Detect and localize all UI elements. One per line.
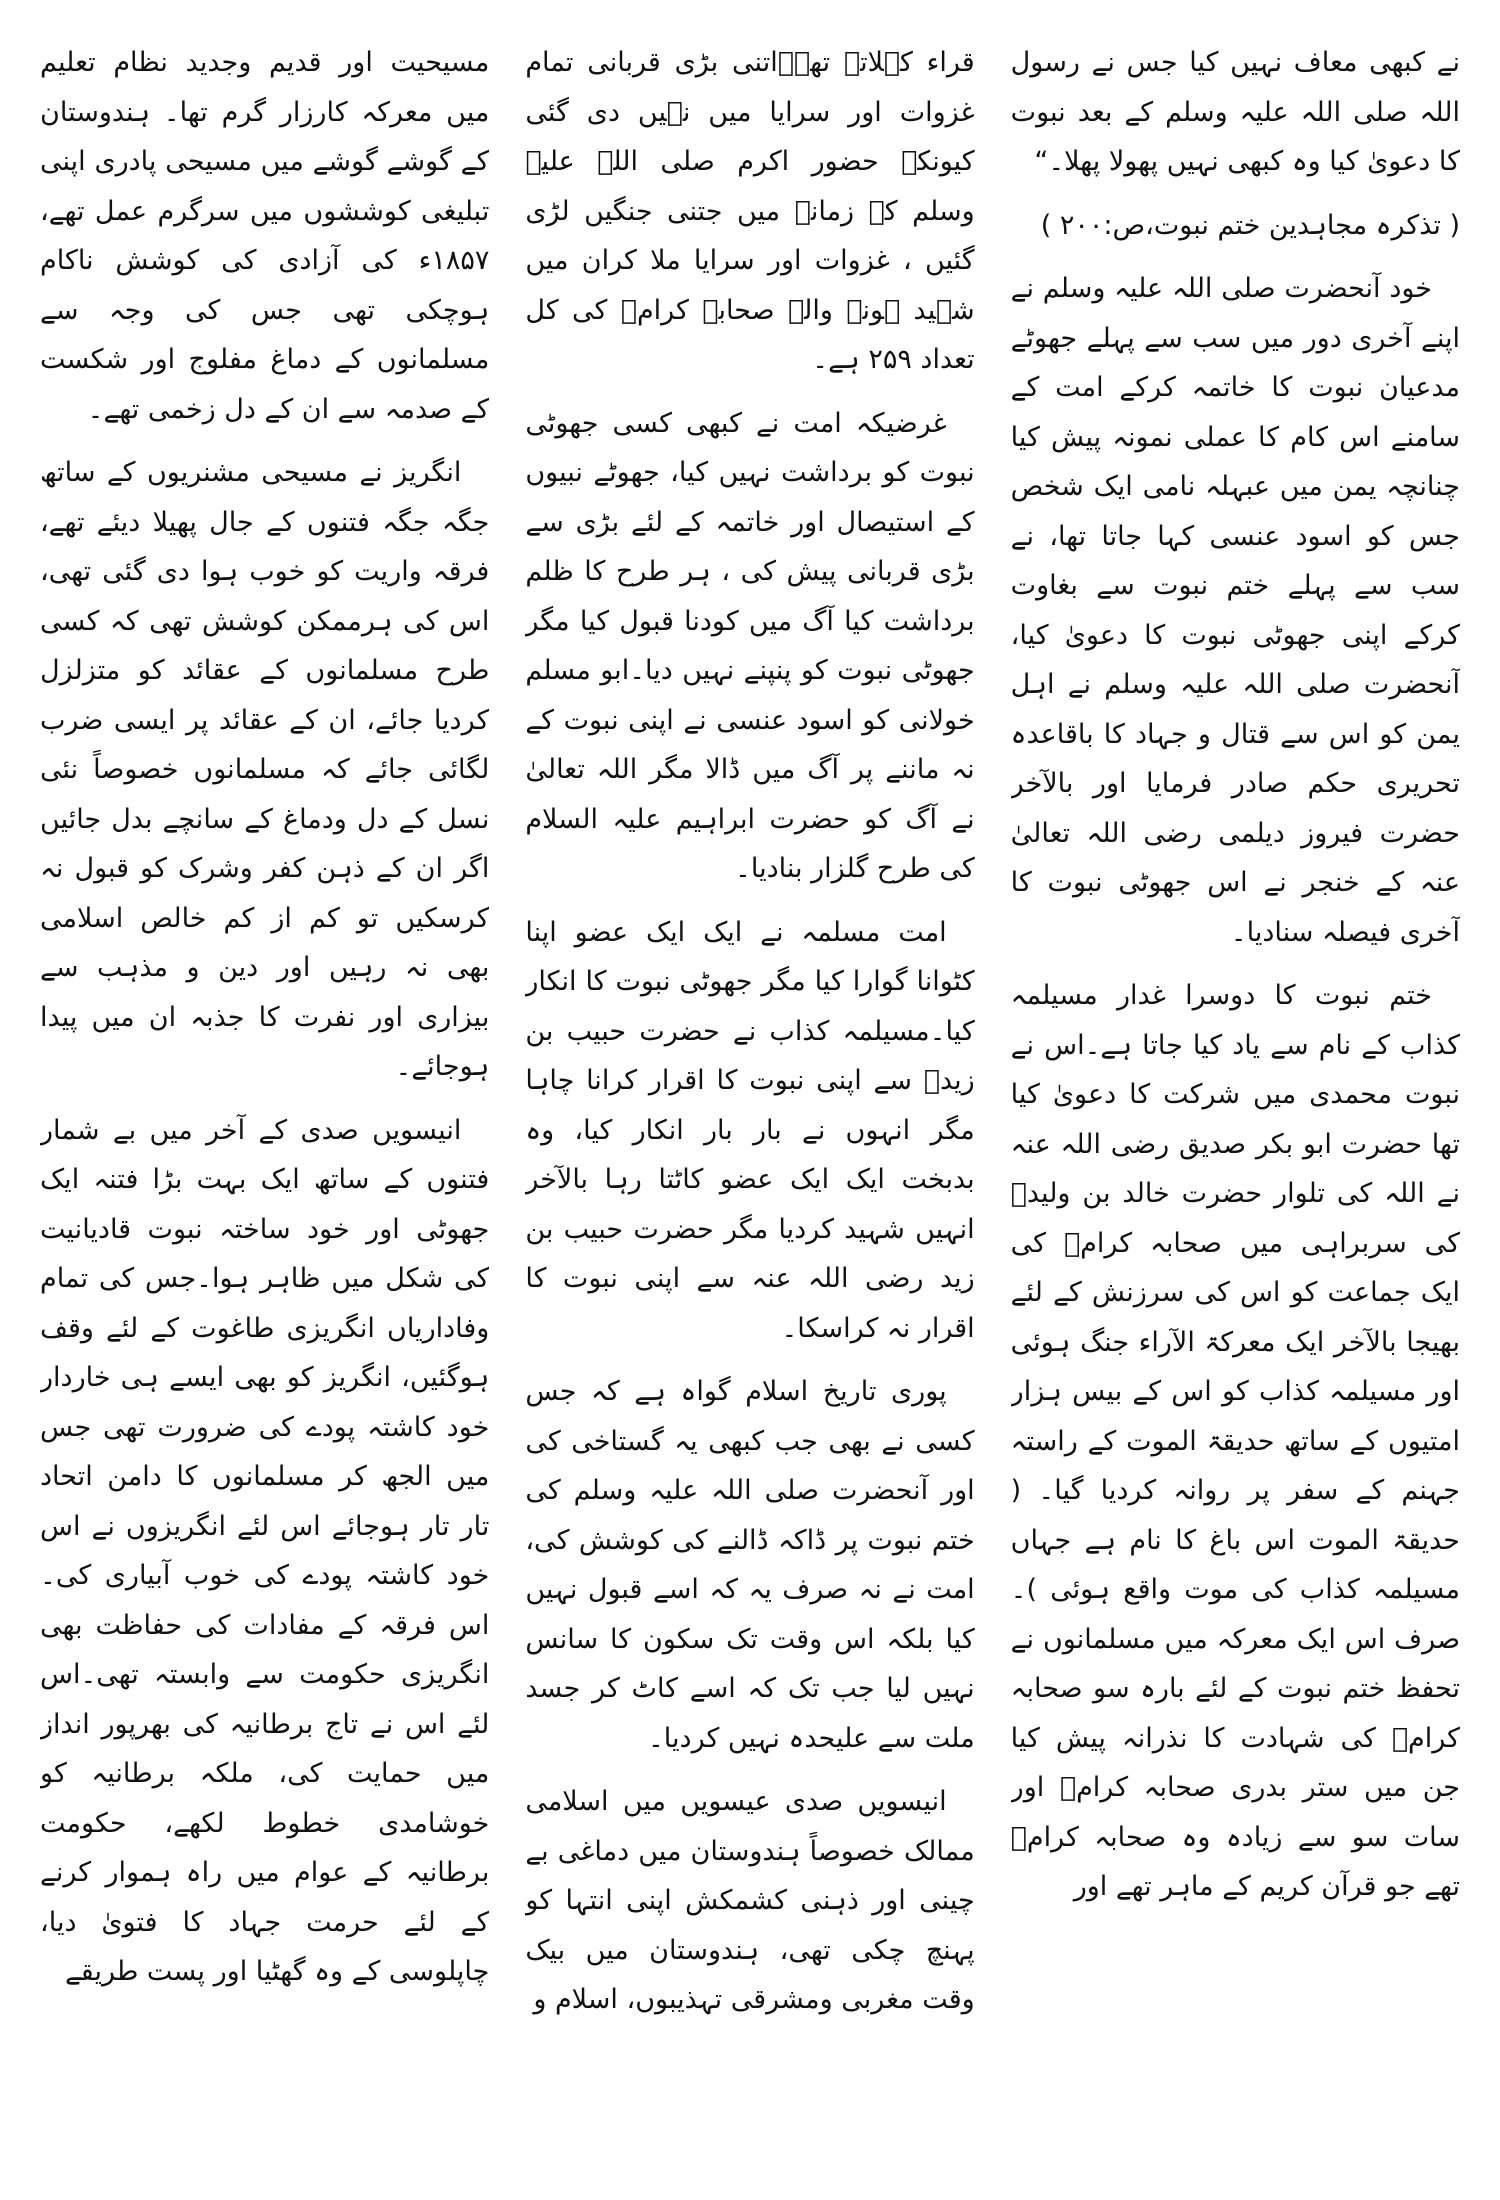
paragraph: غرضیکہ امت نے کبھی کسی جھوٹی نبوت کو برداشت نہیں کیا، جھوٹے نبیوں کے استیصال اور خاتمہ کے لئے بڑی سے بڑی قربانی پیش کی ، ہر طرح کا ظلم برداشت کیا آگ میں کودنا قبول کیا مگر جھوٹی نبوت کو پنپنے نہیں دیا۔ابو مسلم خولانی کو اسود عنسی نے اپنی نبوت کے نہ ماننے پر آگ میں ڈالا مگر اللہ تعالیٰ نے آگ کو حضرت ابراہیم علیہ السلام کی طرح گلزار بنادیا۔ xyxy=(525,407,975,884)
paragraph: قراء کہلاتے تھے۔اتنی بڑی قربانی تمام غزوات اور سرایا میں نہیں دی گئی کیونکہ حضور اکرم صلی اللہ علیہ وسلم کے زمانہ میں جتنی جنگیں لڑی گئیں ، غزوات اور سرایا ملا کران میں شہید ہونے والے صحابہ کرامؓ کی کل تعداد ۲۵۹ ہے۔ xyxy=(525,47,975,375)
paragraph: پوری تاریخ اسلام گواہ ہے کہ جس کسی نے بھی جب کبھی یہ گستاخی کی اور آنحضرت صلی اللہ علیہ وسلم کی ختم نبوت پر ڈاکہ ڈالنے کی کوشش کی، امت نے نہ صرف یہ کہ اسے قبول نہیں کیا بلکہ اس وقت تک سکون کا سانس نہیں لیا جب تک کہ اسے کاٹ کر جسد ملت سے علیحدہ نہیں کردیا۔ xyxy=(525,1376,975,1754)
paragraph: ختم نبوت کا دوسرا غدار مسیلمہ کذاب کے نام سے یاد کیا جاتا ہے۔اس نے نبوت محمدی میں شرکت کا دعویٰ کیا تھا حضرت ابو بکر صدیق رضی اللہ عنہ نے اللہ کی تلوار حضرت خالد بن ولیدؓ کی سربراہی میں صحابہ کرامؓ کی ایک جماعت کو اس کی سرزنش کے لئے بھیجا بالآخر ایک معرکۃ الآراء جنگ ہوئی اور مسیلمہ کذاب کو اس کے بیس ہزار امتیوں کے ساتھ حدیقۃ الموت کے راستہ جہنم کے سفر پر روانہ کردیا گیا۔ ( حدیقۃ الموت اس باغ کا نام ہے جہاں مسیلمہ کذاب کی موت واقع ہوئی )۔ صرف اس ایک معرکہ میں مسلمانوں نے تحفظ ختم نبوت کے لئے بارہ سو صحابہ کرامؓ کی شہادت کا نذرانہ پیش کیا جن میں ستر بدری صحابہ کرامؓ اور سات سو سے زیادہ وہ صحابہ کرامؓ تھے جو قرآن کریم کے ماہر تھے اور xyxy=(1010,980,1460,1902)
paragraph: مسیحیت اور قدیم وجدید نظام تعلیم میں معرکہ کارزار گرم تھا۔ ہندوستان کے گوشے گوشے میں مسیحی پادری اپنی تبلیغی کوششوں میں سرگرم عمل تھے، ۱۸۵۷ء کی آزادی کی کوشش ناکام ہوچکی تھی جس کی وجہ سے مسلمانوں کے دماغ مفلوج اور شکست کے صدمہ سے ان کے دل زخمی تھے۔ xyxy=(40,47,490,425)
column-right xyxy=(1011,38,1460,2178)
citation: ( تذکرہ مجاہدین ختم نبوت،ص:۲۰۰ ) xyxy=(1040,209,1460,241)
column-middle xyxy=(525,38,974,2178)
newspaper-page xyxy=(40,38,1460,2178)
column-left xyxy=(40,38,489,2178)
paragraph: انگریز نے مسیحی مشنریوں کے ساتھ جگہ جگہ فتنوں کے جال پھیلا دیئے تھے، فرقہ واریت کو خوب ہوا دی گئی تھی، اس کی ہرممکن کوشش تھی کہ کسی طرح مسلمانوں کے عقائد کو متزلزل کردیا جائے، ان کے عقائد پر ایسی ضرب لگائی جائے کہ مسلمانوں خصوصاً نئی نسل کے دل ودماغ کے سانچے بدل جائیں اگر ان کے ذہن کفر وشرک کو قبول نہ کرسکیں تو کم از کم خالص اسلامی بھی نہ رہیں اور دین و مذہب سے بیزاری اور نفرت کا جذبہ ان میں پیدا ہوجائے۔ xyxy=(40,457,490,1082)
paragraph: خود آنحضرت صلی اللہ علیہ وسلم نے اپنے آخری دور میں سب سے پہلے جھوٹے مدعیان نبوت کا خاتمہ کرکے امت کے سامنے اس کام کا عملی نمونہ پیش کیا چنانچہ یمن میں عبہلہ نامی ایک شخص جس کو اسود عنسی کہا جاتا تھا، نے سب سے پہلے ختم نبوت سے بغاوت کرکے اپنی جھوٹی نبوت کا دعویٰ کیا، آنحضرت صلی اللہ علیہ وسلم نے اہل یمن کو اس سے قتال و جہاد کا باقاعدہ تحریری حکم صادر فرمایا اور بالآخر حضرت فیروز دیلمی رضی اللہ تعالیٰ عنہ کے خنجر نے اس جھوٹی نبوت کا آخری فیصلہ سنادیا۔ xyxy=(1010,273,1460,948)
paragraph: انیسویں صدی کے آخر میں بے شمار فتنوں کے ساتھ ایک بہت بڑا فتنہ ایک جھوٹی اور خود ساختہ نبوت قادیانیت کی شکل میں ظاہر ہوا۔جس کی تمام وفاداریاں انگریزی طاغوت کے لئے وقف ہوگئیں، انگریز کو بھی ایسے ہی خاردار خود کاشتہ پودے کی ضرورت تھی جس میں الجھ کر مسلمانوں کا دامن اتحاد تار تار ہوجائے اس لئے انگریزوں نے اس خود کاشتہ پودے کی خوب آبیاری کی۔اس فرقہ کے مفادات کی حفاظت بھی انگریزی حکومت سے وابستہ تھی۔اس لئے اس نے تاج برطانیہ کی بھرپور انداز میں حمایت کی، ملکہ برطانیہ کو خوشامدی خطوط لکھے، حکومت برطانیہ کے عوام میں راہ ہموار کرنے کے لئے حرمت جہاد کا فتویٰ دیا، چاپلوسی کے وہ گھٹیا اور پست طریقے xyxy=(40,1114,490,1987)
paragraph: انیسویں صدی عیسویں میں اسلامی ممالک خصوصاً ہندوستان میں دماغی بے چینی اور ذہنی کشمکش اپنی انتہا کو پہنچ چکی تھی، ہندوستان میں بیک وقت مغربی ومشرقی تہذیبوں، اسلام و xyxy=(525,1786,975,2015)
paragraph: امت مسلمہ نے ایک ایک عضو اپنا کٹوانا گوارا کیا مگر جھوٹی نبوت کا انکار کیا۔مسیلمہ کذاب نے حضرت حبیب بن زیدؓ سے اپنی نبوت کا اقرار کرانا چاہا مگر انہوں نے بار بار انکار کیا، وہ بدبخت ایک ایک عضو کاٹتا رہا بالآخر انہیں شہید کردیا مگر حضرت حبیب بن زید رضی اللہ عنہ سے اپنی نبوت کا اقرار نہ کراسکا۔ xyxy=(525,916,975,1344)
paragraph: نے کبھی معاف نہیں کیا جس نے رسول اللہ صلی اللہ علیہ وسلم کے بعد نبوت کا دعویٰ کیا وہ کبھی نہیں پھولا پھلا۔“ xyxy=(1010,47,1460,177)
